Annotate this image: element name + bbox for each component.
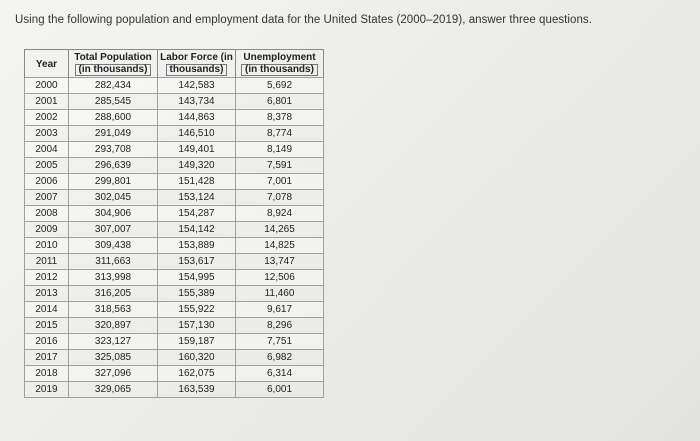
year-cell: 2004 xyxy=(25,142,69,158)
table-row xyxy=(25,158,324,174)
unemployment-cell: 7,751 xyxy=(236,334,324,350)
unemployment-cell: 14,825 xyxy=(236,238,324,254)
year-cell: 2003 xyxy=(25,126,69,142)
population-cell: 316,205 xyxy=(69,286,158,302)
table-row xyxy=(25,334,324,350)
unemployment-cell: 14,265 xyxy=(236,222,324,238)
unemployment-cell: 9,617 xyxy=(236,302,324,318)
population-cell: 296,639 xyxy=(69,158,158,174)
labor-force-cell: 162,075 xyxy=(158,366,236,382)
unemployment-cell: 8,774 xyxy=(236,126,324,142)
year-cell: 2012 xyxy=(25,270,69,286)
table-row xyxy=(25,190,324,206)
header-year-label: Year xyxy=(35,58,58,70)
labor-force-cell: 142,583 xyxy=(158,78,236,94)
year-cell: 2010 xyxy=(25,238,69,254)
table-row xyxy=(25,206,324,222)
population-employment-table xyxy=(24,49,324,398)
year-cell: 2014 xyxy=(25,302,69,318)
year-cell: 2006 xyxy=(25,174,69,190)
table-row xyxy=(25,222,324,238)
header-unemployment xyxy=(236,50,324,78)
unemployment-cell: 7,591 xyxy=(236,158,324,174)
population-cell: 282,434 xyxy=(69,78,158,94)
header-unemployment-line2: (in thousands) xyxy=(241,64,318,76)
table-row xyxy=(25,302,324,318)
population-cell: 327,096 xyxy=(69,366,158,382)
table-row xyxy=(25,286,324,302)
labor-force-cell: 155,389 xyxy=(158,286,236,302)
table-row xyxy=(25,78,324,94)
labor-force-cell: 157,130 xyxy=(158,318,236,334)
year-cell: 2009 xyxy=(25,222,69,238)
unemployment-cell: 6,314 xyxy=(236,366,324,382)
table-body xyxy=(25,78,324,398)
population-cell: 325,085 xyxy=(69,350,158,366)
table-row xyxy=(25,366,324,382)
population-cell: 291,049 xyxy=(69,126,158,142)
unemployment-cell: 8,924 xyxy=(236,206,324,222)
population-cell: 311,663 xyxy=(69,254,158,270)
population-cell: 293,708 xyxy=(69,142,158,158)
header-unemployment-line1: Unemployment xyxy=(243,52,316,63)
unemployment-cell: 11,460 xyxy=(236,286,324,302)
population-cell: 285,545 xyxy=(69,94,158,110)
labor-force-cell: 146,510 xyxy=(158,126,236,142)
table-row xyxy=(25,382,324,398)
year-cell: 2017 xyxy=(25,350,69,366)
year-cell: 2001 xyxy=(25,94,69,110)
labor-force-cell: 154,287 xyxy=(158,206,236,222)
population-cell: 318,563 xyxy=(69,302,158,318)
unemployment-cell: 8,149 xyxy=(236,142,324,158)
unemployment-cell: 7,078 xyxy=(236,190,324,206)
header-labor-force xyxy=(158,50,236,78)
year-cell: 2008 xyxy=(25,206,69,222)
question-text: Using the following population and employment data for the United States (2000–2019), answer three questions. xyxy=(15,14,592,26)
unemployment-cell: 13,747 xyxy=(236,254,324,270)
labor-force-cell: 149,320 xyxy=(158,158,236,174)
population-cell: 304,906 xyxy=(69,206,158,222)
header-total-population xyxy=(69,50,158,78)
population-cell: 309,438 xyxy=(69,238,158,254)
labor-force-cell: 153,617 xyxy=(158,254,236,270)
labor-force-cell: 155,922 xyxy=(158,302,236,318)
year-cell: 2000 xyxy=(25,78,69,94)
year-cell: 2013 xyxy=(25,286,69,302)
population-cell: 307,007 xyxy=(69,222,158,238)
labor-force-cell: 154,142 xyxy=(158,222,236,238)
population-cell: 323,127 xyxy=(69,334,158,350)
labor-force-cell: 163,539 xyxy=(158,382,236,398)
population-cell: 320,897 xyxy=(69,318,158,334)
labor-force-cell: 154,995 xyxy=(158,270,236,286)
labor-force-cell: 149,401 xyxy=(158,142,236,158)
unemployment-cell: 7,001 xyxy=(236,174,324,190)
year-cell: 2007 xyxy=(25,190,69,206)
year-cell: 2002 xyxy=(25,110,69,126)
year-cell: 2005 xyxy=(25,158,69,174)
table-row xyxy=(25,94,324,110)
table-row xyxy=(25,238,324,254)
unemployment-cell: 5,692 xyxy=(236,78,324,94)
table-row xyxy=(25,270,324,286)
table-row xyxy=(25,142,324,158)
unemployment-cell: 6,001 xyxy=(236,382,324,398)
unemployment-cell: 6,982 xyxy=(236,350,324,366)
table-row xyxy=(25,254,324,270)
labor-force-cell: 143,734 xyxy=(158,94,236,110)
header-labor-line2: thousands) xyxy=(166,64,228,76)
unemployment-cell: 6,801 xyxy=(236,94,324,110)
table-row xyxy=(25,110,324,126)
year-cell: 2019 xyxy=(25,382,69,398)
header-year xyxy=(25,50,69,78)
labor-force-cell: 153,124 xyxy=(158,190,236,206)
table-row xyxy=(25,126,324,142)
table-header-row xyxy=(25,50,324,78)
unemployment-cell: 8,296 xyxy=(236,318,324,334)
header-population-line2: (in thousands) xyxy=(75,64,152,76)
table-row xyxy=(25,174,324,190)
population-cell: 313,998 xyxy=(69,270,158,286)
labor-force-cell: 151,428 xyxy=(158,174,236,190)
header-labor-line1: Labor Force (in xyxy=(160,52,233,63)
population-cell: 302,045 xyxy=(69,190,158,206)
header-population-line1: Total Population xyxy=(74,52,152,63)
table-row xyxy=(25,318,324,334)
year-cell: 2011 xyxy=(25,254,69,270)
unemployment-cell: 12,506 xyxy=(236,270,324,286)
unemployment-cell: 8,378 xyxy=(236,110,324,126)
labor-force-cell: 160,320 xyxy=(158,350,236,366)
table-row xyxy=(25,350,324,366)
labor-force-cell: 159,187 xyxy=(158,334,236,350)
population-cell: 329,065 xyxy=(69,382,158,398)
year-cell: 2018 xyxy=(25,366,69,382)
year-cell: 2016 xyxy=(25,334,69,350)
labor-force-cell: 144,863 xyxy=(158,110,236,126)
labor-force-cell: 153,889 xyxy=(158,238,236,254)
year-cell: 2015 xyxy=(25,318,69,334)
population-cell: 288,600 xyxy=(69,110,158,126)
population-cell: 299,801 xyxy=(69,174,158,190)
